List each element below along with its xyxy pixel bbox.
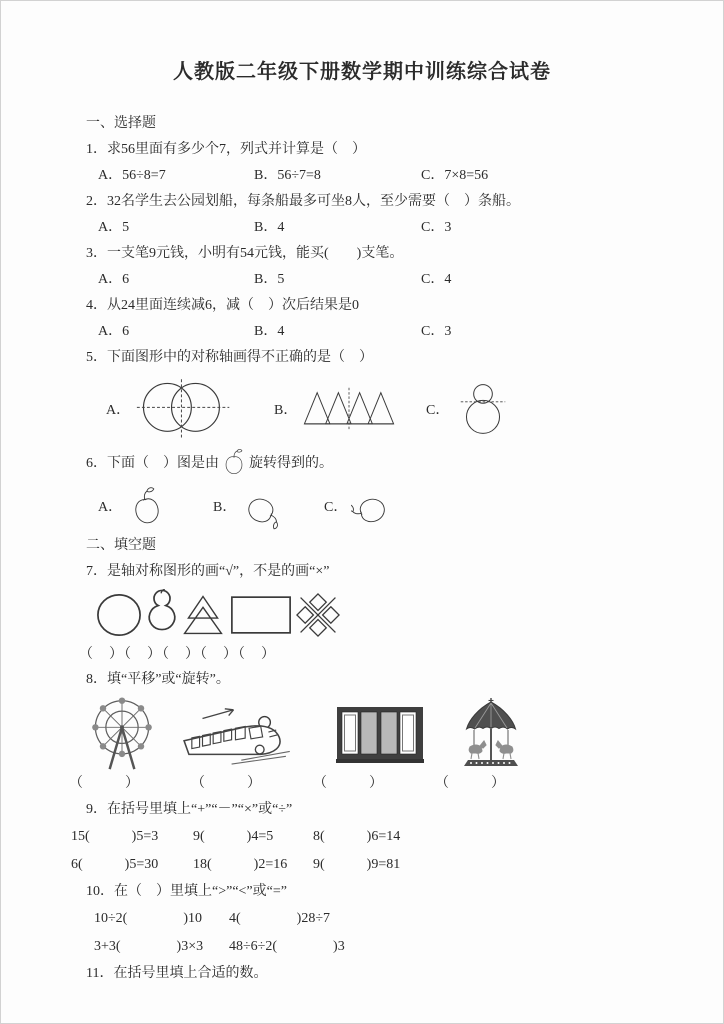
option-c: C．4 [421,272,452,287]
option-a-label: A． [106,403,131,418]
train-figure [177,702,292,766]
equation: 8( )6=14 [313,829,401,844]
question-6-options [86,481,665,531]
q6-text-after: 旋转得到的。 [249,456,333,471]
option-a: A．6 [98,324,130,339]
question-9-equations-row-1 [71,823,665,851]
comparison: 48÷6÷2( )3 [229,939,345,954]
option-c-label: C． [324,500,348,515]
question-7-shapes [86,587,665,643]
option-b: B．5 [254,272,285,287]
question-4-options [86,319,665,345]
q5-option-b [274,380,426,438]
triangle-strip-figure [303,380,395,438]
option-b-label: B． [274,403,298,418]
question-8-text: 8．填“平移”或“旋转”。 [86,672,230,687]
page-title: 人教版二年级下册数学期中训练综合试卷 [173,61,551,83]
option-c-label: C． [426,403,450,418]
question-8-answer-brackets [69,771,665,797]
question-10-comparisons-row-2 [94,933,665,961]
question-5-figures [86,373,665,445]
section-2-heading: 二、填空题 [86,538,156,553]
option-a: A．56÷8=7 [98,168,166,183]
comparison: 3+3( )3×3 [94,939,204,954]
rectangle-figure [230,594,292,636]
question-9-text: 9．在括号里填上“+”“－”“×”或“÷” [86,802,293,817]
comparison: 4( )28÷7 [229,911,331,926]
answer-bracket: （ ） [69,776,139,791]
overlapping-circles-figure [136,376,231,442]
option-c: C．3 [421,324,452,339]
question-1-options [86,163,665,189]
apple-rotated-left-figure [351,483,393,530]
answer-bracket: （ ） [191,776,261,791]
apple-upright-figure [126,483,168,530]
option-a-label: A． [98,500,123,515]
sliding-door-figure [336,706,424,764]
option-b: B．4 [254,220,285,235]
answer-bracket: （ ） [313,776,383,791]
equation: 9( )4=5 [193,829,274,844]
apple-figure [219,445,249,479]
option-a: A．5 [98,220,130,235]
option-b: B．4 [254,324,285,339]
equation: 15( )5=3 [71,829,159,844]
question-4-text: 4．从24里面连续减6，减（ ）次后结果是0 [86,298,359,313]
q5-option-a [106,376,274,442]
option-b: B．56÷7=8 [254,168,321,183]
diamond-cluster-figure [296,593,340,637]
question-7-answer-brackets: （ ）（ ）（ ）（ ）（ ） [79,647,276,662]
gourd-figure [145,589,179,641]
q6-text-before: 6．下面（ ）图是由 [86,456,219,471]
q6-option-c [324,483,393,530]
snowman-figure [455,375,511,443]
pine-tree-figure [183,590,223,640]
circle-figure [96,592,142,638]
question-6-text [86,445,665,479]
equation: 6( )5=30 [71,857,159,872]
question-2-text: 2．32名学生去公园划船，每条船最多可坐8人，至少需要（ ）条船。 [86,194,520,209]
option-c: C．7×8=56 [421,168,489,183]
question-5-text: 5．下面图形中的对称轴画得不正确的是（ ） [86,350,373,365]
section-1-heading: 一、选择题 [86,116,156,131]
question-11-text: 11．在括号里填上合适的数。 [86,966,268,981]
question-9-equations-row-2 [71,851,665,879]
question-1-text: 1．求56里面有多少个7，列式并计算是（ ） [86,142,366,157]
q6-option-a [98,483,213,530]
equation: 9( )9=81 [313,857,401,872]
question-10-text: 10．在（ ）里填上“>”“<”或“=” [86,884,287,899]
ferris-wheel-figure [81,695,163,771]
q6-option-b [213,483,324,530]
question-2-options [86,215,665,241]
q5-option-c [426,375,511,443]
option-b-label: B． [213,500,237,515]
apple-rotated-right-figure [240,483,282,530]
comparison: 10÷2( )10 [94,911,203,926]
option-a: A．6 [98,272,130,287]
question-7-text: 7．是轴对称图形的画“√”，不是的画“×” [86,564,330,579]
question-3-options [86,267,665,293]
answer-bracket: （ ） [435,776,505,791]
question-10-comparisons-row-1 [94,905,665,933]
equation: 18( )2=16 [193,857,288,872]
carousel-figure [462,697,520,771]
question-3-text: 3．一支笔9元钱，小明有54元钱，能买( )支笔。 [86,246,404,261]
option-c: C．3 [421,220,452,235]
question-8-figures [81,695,665,771]
